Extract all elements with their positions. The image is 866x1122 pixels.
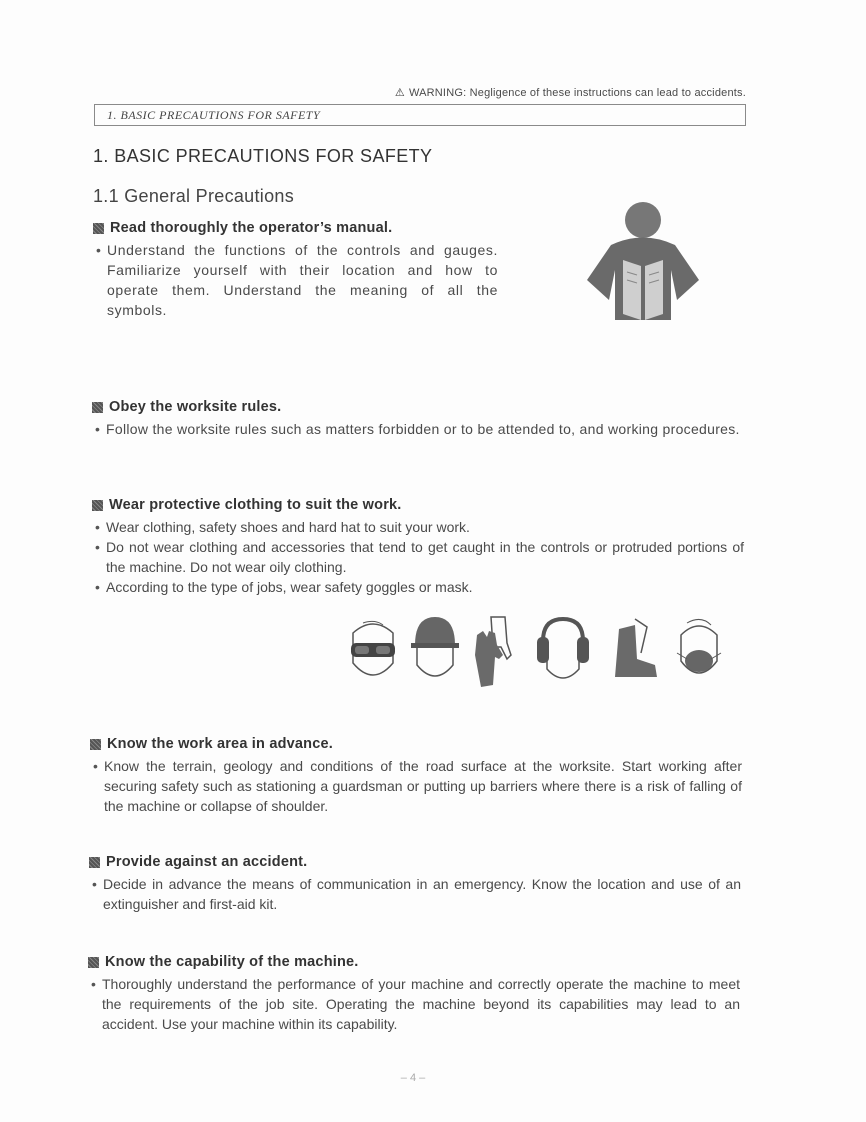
safety-boot-icon — [607, 615, 661, 681]
list-item: • Decide in advance the means of communication in an emergency. Know the location and use of an extinguisher and first-aid kit. — [89, 874, 741, 914]
section-heading: Provide against an accident. — [106, 854, 308, 870]
page-number: – 4 – — [400, 1072, 426, 1084]
section-heading: Know the work area in advance. — [107, 736, 333, 752]
list-item: • Know the terrain, geology and conditions of the road surface at the worksite. Start working after securing safety such as stationing a guardsman or putting up barriers where there is a risk of falling of the machine or collapse of shoulder. — [90, 756, 742, 816]
person-reading-manual-icon — [553, 200, 703, 325]
section-heading: Read thoroughly the operator’s manual. — [110, 220, 393, 236]
section-heading: Obey the worksite rules. — [109, 399, 282, 415]
bullet-square-icon — [88, 957, 99, 968]
gloves-icon — [471, 615, 519, 689]
section-read-manual — [93, 218, 498, 320]
section-subtitle: 1.1 General Precautions — [93, 186, 295, 206]
ear-muffs-icon — [535, 615, 591, 687]
list-item: • According to the type of jobs, wear safety goggles or mask. — [92, 577, 744, 597]
safety-goggles-icon — [345, 615, 401, 687]
ppe-icon-row — [345, 615, 725, 690]
warning-notice — [360, 86, 746, 99]
list-item: • Do not wear clothing and accessories that tend to get caught in the controls or protruded portions of the machine. Do not wear oily clothing. — [92, 537, 744, 577]
section-heading: Wear protective clothing to suit the work. — [109, 497, 402, 513]
section-worksite-rules — [92, 397, 744, 439]
page-title: 1. BASIC PRECAUTIONS FOR SAFETY — [93, 146, 433, 166]
section-accident — [89, 852, 741, 914]
bullet-square-icon — [89, 857, 100, 868]
section-protective-clothing — [92, 495, 744, 597]
bullet-square-icon — [93, 223, 104, 234]
bullet-square-icon — [92, 402, 103, 413]
list-item: • Wear clothing, safety shoes and hard hat to suit your work. — [92, 517, 744, 537]
list-item: • Thoroughly understand the performance of your machine and correctly operate the machine to meet the requirements of the job site. Operating the machine beyond its capabilities may lead to an accident. Use your machine within its capability. — [88, 974, 740, 1034]
section-header-box — [94, 104, 746, 126]
section-work-area — [90, 734, 742, 816]
bullet-square-icon — [92, 500, 103, 511]
warning-triangle-icon: ⚠ — [394, 87, 405, 99]
section-header-label: 1. BASIC PRECAUTIONS FOR SAFETY — [107, 108, 321, 122]
section-heading: Know the capability of the machine. — [105, 954, 359, 970]
list-item: • Follow the worksite rules such as matters forbidden or to be attended to, and working procedures. — [92, 419, 744, 439]
bullet-square-icon — [90, 739, 101, 750]
dust-mask-icon — [671, 615, 727, 687]
hard-hat-icon — [407, 615, 463, 687]
warning-text: WARNING: Negligence of these instructions can lead to accidents. — [408, 87, 746, 99]
list-item: • Understand the functions of the controls and gauges. Familiarize yourself with their location and how to operate them. Understand the meaning of all the symbols. — [93, 240, 498, 320]
section-machine-capability — [88, 952, 740, 1034]
